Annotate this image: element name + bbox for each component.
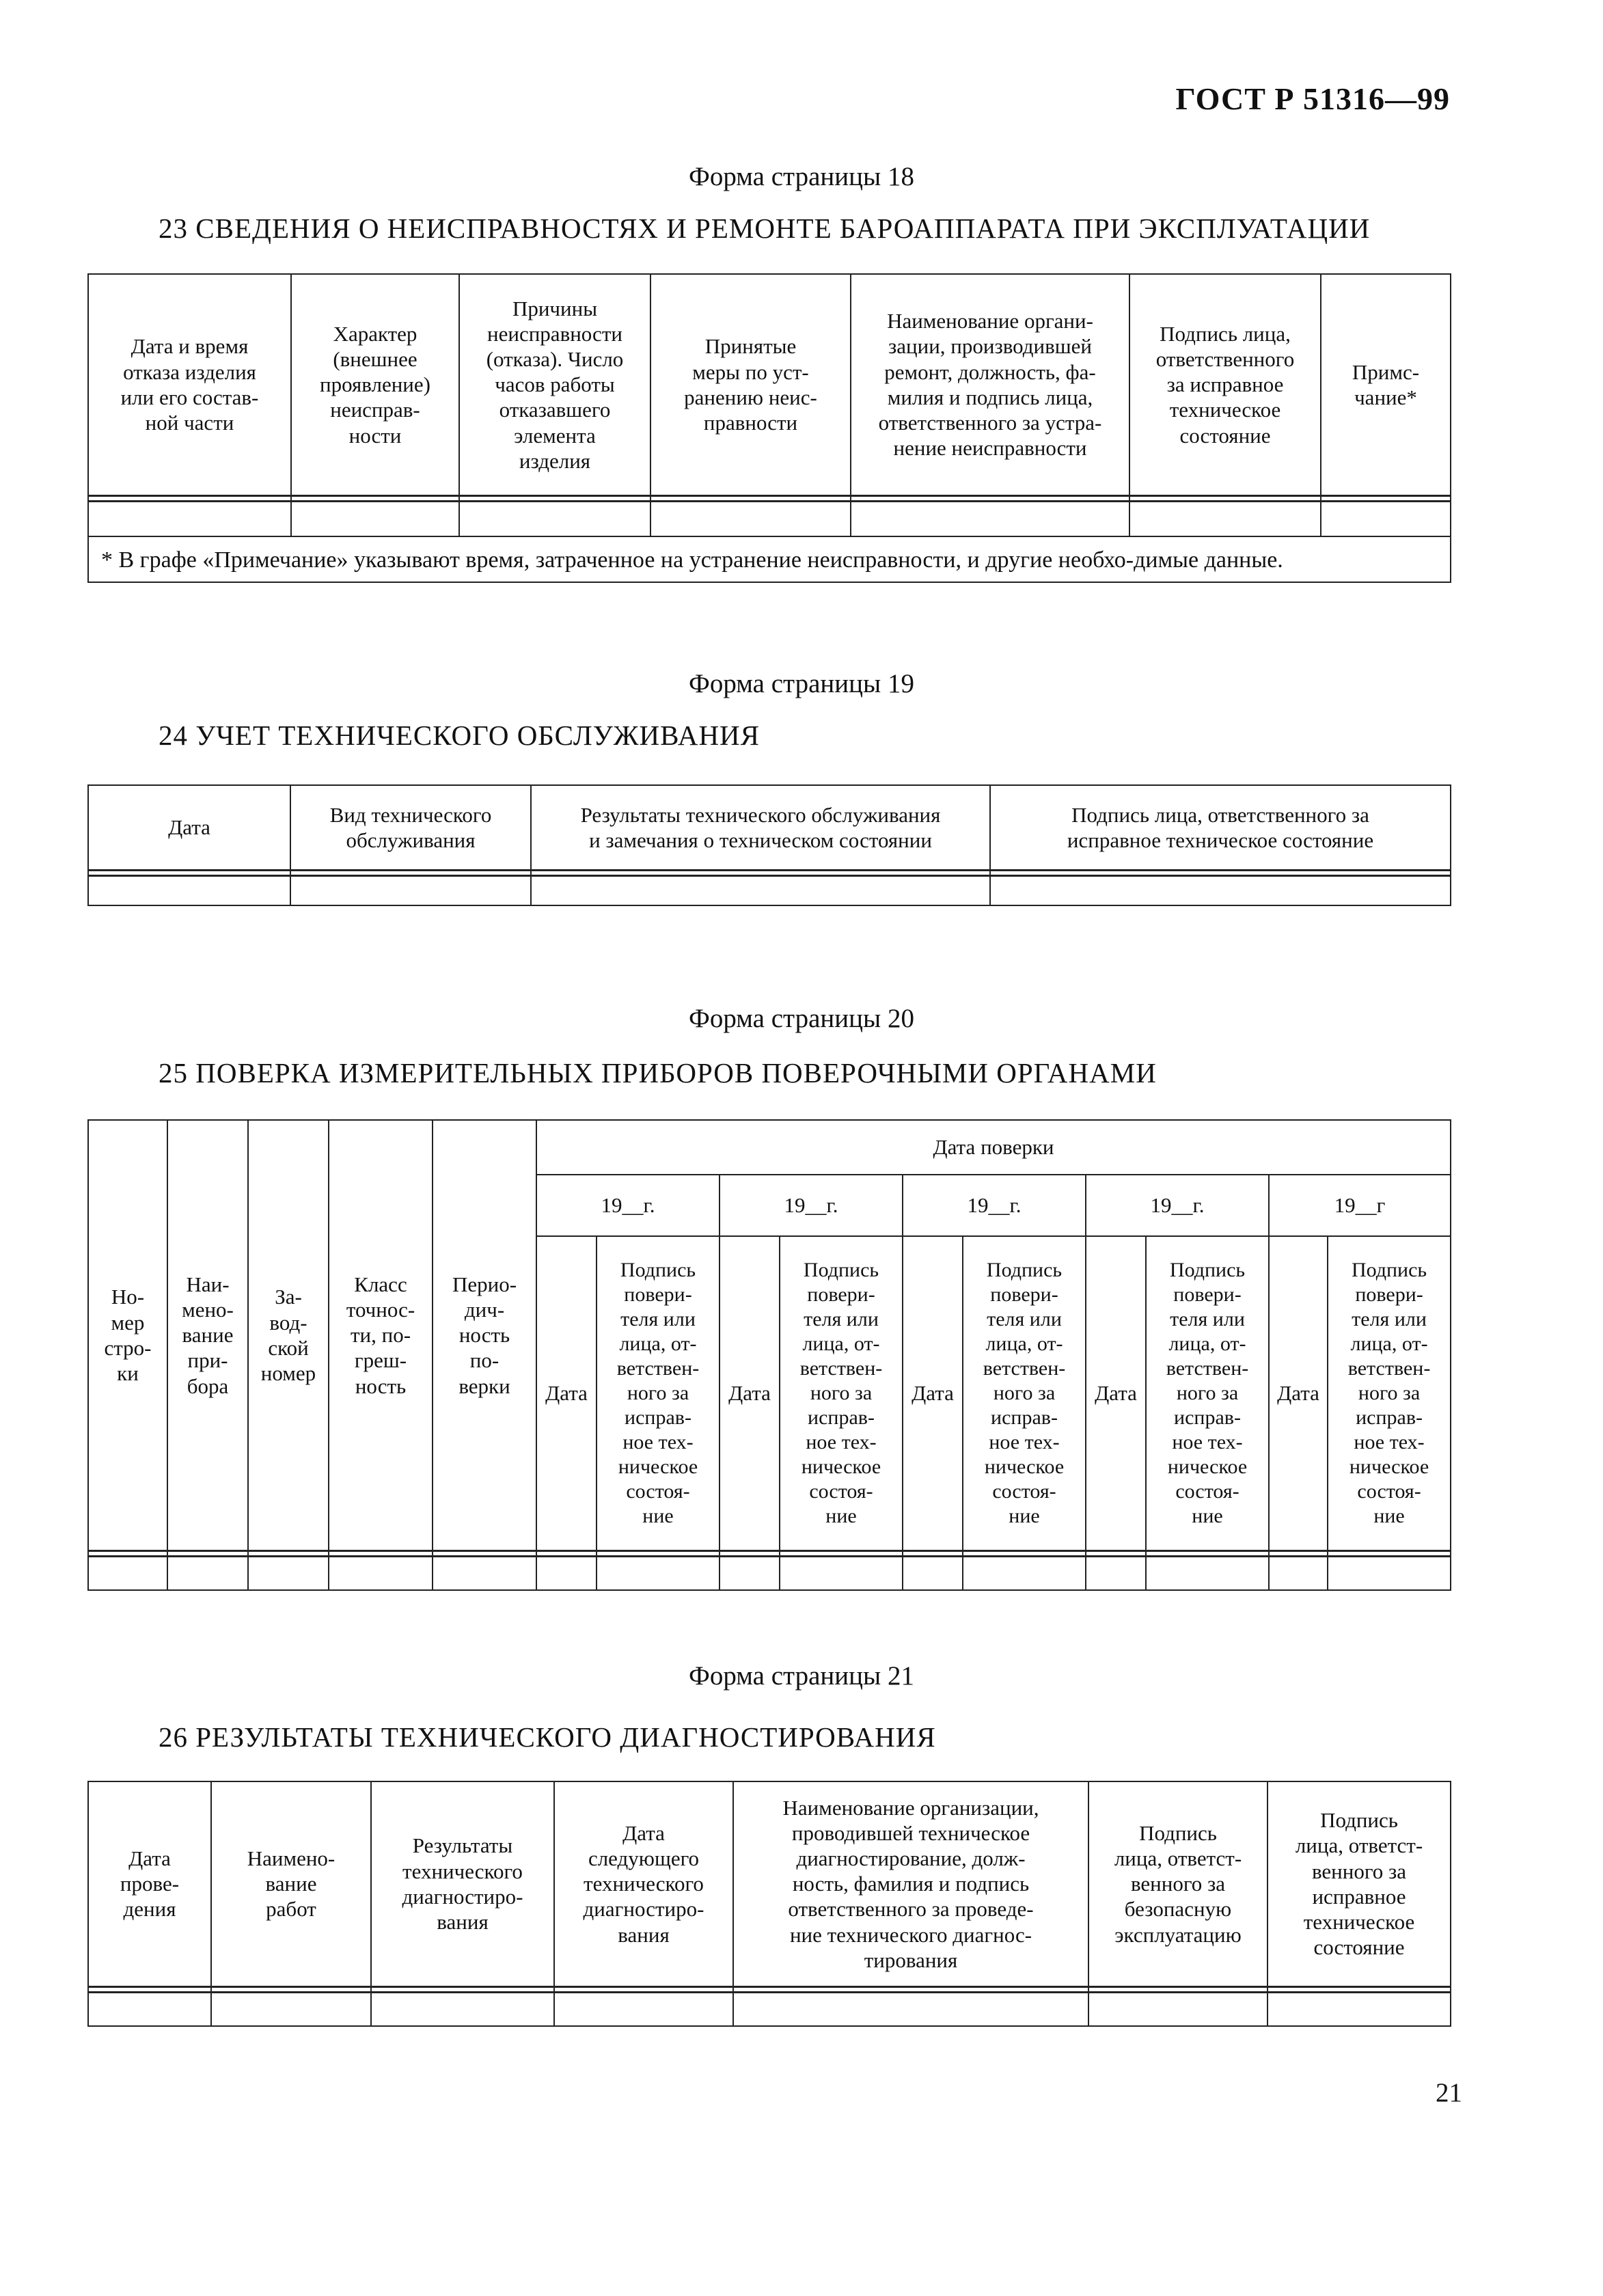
table-diagnostics-results <box>87 1781 1451 2027</box>
separator-row <box>88 495 1451 501</box>
col-maintenance-results: Результаты технического обслуживания и замечания о техническом состоянии <box>531 785 990 870</box>
year-label: 19__г. <box>1086 1175 1269 1236</box>
footnote-row <box>88 536 1451 582</box>
separator-row <box>88 870 1451 875</box>
col-responsible-signature: Подпись лица, ответственного за исправное техническое состояние <box>990 785 1451 870</box>
col-failure-datetime: Дата и время отказа изделия или его состав- ной части <box>88 274 291 495</box>
header-row <box>88 274 1451 495</box>
col-next-diagnostics-date: Дата следующего технического диагностиро- вания <box>554 1781 733 1986</box>
sub-col-date: Дата <box>1269 1236 1328 1550</box>
table-failures-repairs <box>87 273 1451 583</box>
separator-row <box>88 1986 1451 1992</box>
header-row-group <box>88 1120 1451 1175</box>
col-work-name: Наимено- вание работ <box>211 1781 371 1986</box>
year-label: 19__г. <box>903 1175 1086 1236</box>
sub-col-signature: Подпись повери- теля или лица, от- ветствен- ного за исправ- ное тех- ническое состоя- ние <box>963 1236 1086 1550</box>
form-20-caption: Форма страницы 20 <box>689 1004 914 1033</box>
footnote: * В графе «Примечание» указывают время, затраченное на устранение неисправности, и другие необхо-димые данные. <box>88 536 1451 582</box>
sub-col-signature: Подпись повери- теля или лица, от- ветствен- ного за исправ- ное тех- ническое состоя- ние <box>780 1236 903 1550</box>
year-label: 19__г. <box>720 1175 903 1236</box>
col-diagnostics-results: Результаты технического диагностиро- вания <box>371 1781 554 1986</box>
col-verification-period: Перио- дич- ность по- верки <box>433 1120 536 1550</box>
col-diagnostics-organization: Наименование организации, проводившей техническое диагностирование, долж- ность, фамилия и подпись ответственного за проведе- ние технического диагнос- тирования <box>733 1781 1088 1986</box>
document-code: ГОСТ Р 51316—99 <box>1175 81 1450 116</box>
verification-date-header: Дата поверки <box>536 1120 1451 1175</box>
sub-col-signature: Подпись повери- теля или лица, от- ветствен- ного за исправ- ное тех- ническое состоя- ние <box>597 1236 720 1550</box>
form-21-caption: Форма страницы 21 <box>689 1661 914 1691</box>
table-row <box>88 501 1451 536</box>
table-instrument-verification <box>87 1119 1451 1591</box>
table-row <box>88 1992 1451 2026</box>
sub-col-date: Дата <box>536 1236 597 1550</box>
col-maintenance-type: Вид технического обслуживания <box>290 785 531 870</box>
section-23-title: 23 СВЕДЕНИЯ О НЕИСПРАВНОСТЯХ И РЕМОНТЕ БАРОАППАРАТА ПРИ ЭКСПЛУАТАЦИИ <box>159 213 1371 244</box>
col-accuracy-class: Класс точнос- ти, по- греш- ность <box>329 1120 433 1550</box>
col-line-number: Но- мер стро- ки <box>88 1120 167 1550</box>
col-fault-cause: Причины неисправности (отказа). Число часов работы отказавшего элемента изделия <box>459 274 650 495</box>
year-label: 19__г. <box>536 1175 720 1236</box>
col-serial-number: За- вод- ской номер <box>248 1120 329 1550</box>
col-responsible-signature: Подпись лица, ответственного за исправное техническое состояние <box>1129 274 1321 495</box>
sub-col-date: Дата <box>903 1236 963 1550</box>
table-maintenance-log <box>87 784 1451 906</box>
sub-col-signature: Подпись повери- теля или лица, от- ветствен- ного за исправ- ное тех- ническое состоя- ние <box>1146 1236 1269 1550</box>
col-instrument-name: Наи- мено- вание при- бора <box>167 1120 248 1550</box>
col-measures-taken: Принятые меры по уст- ранению неис- правности <box>650 274 851 495</box>
table-row <box>88 875 1451 905</box>
form-18-caption: Форма страницы 18 <box>689 162 914 191</box>
col-fault-character: Характер (внешнее проявление) неисправ- ности <box>291 274 459 495</box>
col-repair-organization: Наименование органи- зации, производившей ремонт, должность, фа- милия и подпись лица, ответственного за устра- нение неисправности <box>851 274 1129 495</box>
section-26-title: 26 РЕЗУЛЬТАТЫ ТЕХНИЧЕСКОГО ДИАГНОСТИРОВАНИЯ <box>159 1721 936 1753</box>
col-note: Примс- чание* <box>1321 274 1451 495</box>
sub-col-date: Дата <box>720 1236 780 1550</box>
year-label: 19__г <box>1269 1175 1451 1236</box>
col-responsible-signature: Подпись лица, ответст- венного за исправное техническое состояние <box>1268 1781 1451 1986</box>
section-25-title: 25 ПОВЕРКА ИЗМЕРИТЕЛЬНЫХ ПРИБОРОВ ПОВЕРОЧНЫМИ ОРГАНАМИ <box>159 1057 1157 1089</box>
header-row <box>88 1781 1451 1986</box>
col-date: Дата <box>88 785 290 870</box>
header-row <box>88 785 1451 870</box>
col-safe-operation-signature: Подпись лица, ответст- венного за безопасную эксплуатацию <box>1088 1781 1268 1986</box>
form-19-caption: Форма страницы 19 <box>689 669 914 698</box>
col-date-performed: Дата прове- дения <box>88 1781 211 1986</box>
table-row <box>88 1556 1451 1590</box>
section-24-title: 24 УЧЕТ ТЕХНИЧЕСКОГО ОБСЛУЖИВАНИЯ <box>159 720 761 751</box>
sub-col-signature: Подпись повери- теля или лица, от- ветствен- ного за исправ- ное тех- ническое состоя- ние <box>1328 1236 1451 1550</box>
sub-col-date: Дата <box>1086 1236 1146 1550</box>
page-number: 21 <box>1436 2078 1462 2107</box>
separator-row <box>88 1550 1451 1556</box>
